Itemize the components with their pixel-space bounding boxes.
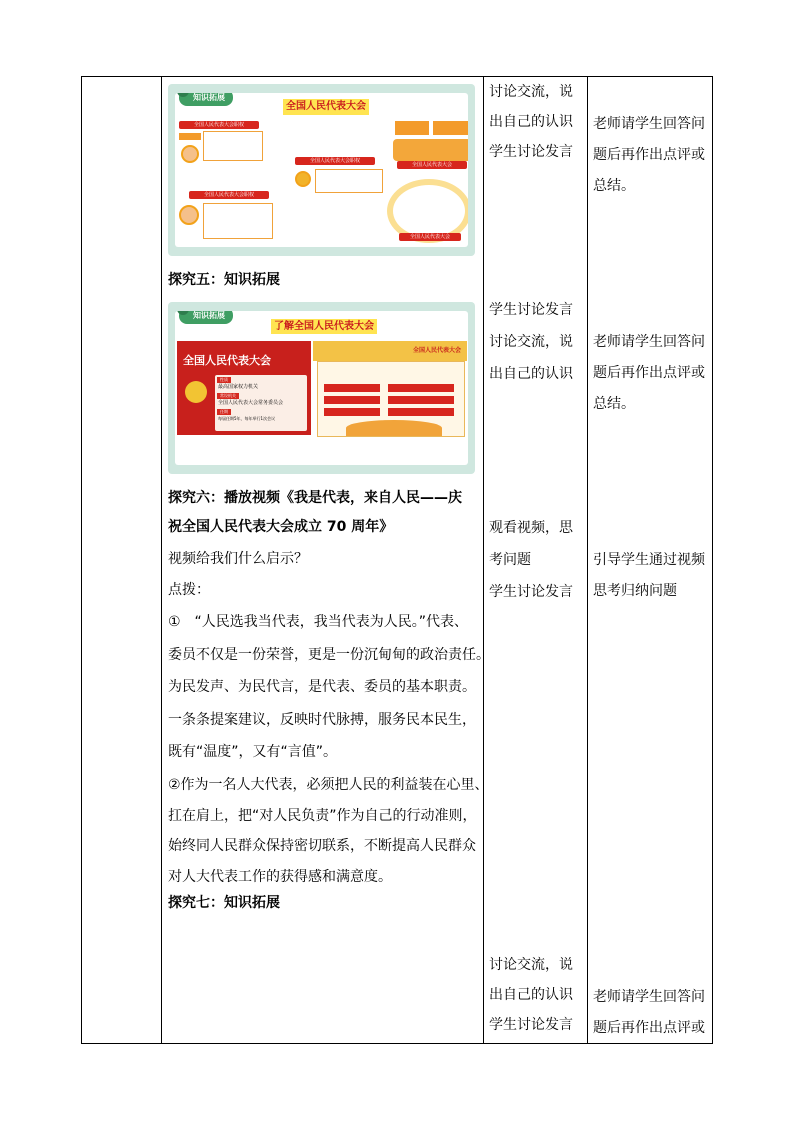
explore6-heading-line2: 祝全国人民代表大会成立 70 周年》 <box>168 519 394 535</box>
paragraph-line: 为民发声、为民代言，是代表、委员的基本职责。 <box>168 679 476 695</box>
student-activity-line: 出自己的认识 <box>489 114 573 130</box>
student-activity-line: 出自己的认识 <box>489 987 573 1003</box>
teacher-activity-line: 总结。 <box>593 178 635 194</box>
paragraph-line: 始终同人民群众保持密切联系，不断提高人民群众 <box>168 838 476 854</box>
slide-title: 全国人民代表大会 <box>283 99 369 115</box>
student-activity-line: 学生讨论发言 <box>489 144 573 160</box>
info-label-3: 任期 <box>217 409 231 415</box>
paragraph-line: ②作为一名人大代表，必须把人民的利益装在心里、 <box>168 777 489 793</box>
slide-image-npc-overview <box>168 302 475 474</box>
slide-image-npc-powers <box>168 84 475 256</box>
book-banner-label: 全国人民代表大会 <box>412 347 461 354</box>
column-divider-2 <box>483 77 484 1043</box>
mid-notes <box>315 169 383 193</box>
book-item-6 <box>388 408 454 416</box>
info-value-1: 最高国家权力机关 <box>218 384 259 390</box>
person-icon <box>179 205 199 225</box>
student-activity-line: 讨论交流，说 <box>489 84 573 100</box>
student-activity-line: 考问题 <box>489 552 531 568</box>
teacher-activity-line: 老师请学生回答问 <box>593 334 705 350</box>
bottom-notes <box>203 203 273 239</box>
knowledge-tag: 知识拓展 <box>179 93 233 106</box>
column-divider-1 <box>161 77 162 1043</box>
student-activity-line: 讨论交流，说 <box>489 957 573 973</box>
hint-label: 点拨： <box>168 582 210 598</box>
book-item-2 <box>388 384 454 392</box>
teacher-activity-line: 老师请学生回答问 <box>593 989 705 1005</box>
book-item-5 <box>324 408 380 416</box>
book-item-3 <box>324 396 380 404</box>
explore5-heading: 探究五：知识拓展 <box>168 272 280 288</box>
book-item-1 <box>324 384 380 392</box>
left-header: 全国人民代表大会职权 <box>179 121 259 129</box>
paragraph-line: 扛在肩上，把“对人民负责”作为自己的行动准则， <box>168 807 477 824</box>
teacher-activity-line: 题后再作出点评或 <box>593 1020 705 1036</box>
question-text: 视频给我们什么启示？ <box>168 551 308 567</box>
student-activity-line: 讨论交流，说 <box>489 334 573 350</box>
right-label-2: 全国人民代表大会 <box>399 233 461 241</box>
explore6-heading-line1: 探究六：播放视频《我是代表，来自人民——庆 <box>168 490 462 506</box>
right-label: 全国人民代表大会 <box>397 161 467 169</box>
paragraph-line: 既有“温度”，又有“言值”。 <box>168 744 338 760</box>
student-activity-line: 学生讨论发言 <box>489 584 573 600</box>
paragraph-line: 对人大代表工作的获得感和满意度。 <box>168 868 392 885</box>
teacher-activity-line: 题后再作出点评或 <box>593 147 705 163</box>
knowledge-tag-2: 知识拓展 <box>179 311 233 324</box>
open-book-illustration <box>317 361 465 437</box>
info-value-3: 每届任期5年，每年举行1次会议 <box>218 416 276 421</box>
student-activity-line: 学生讨论发言 <box>489 1017 573 1033</box>
teacher-activity-line: 思考归纳问题 <box>593 583 677 599</box>
column-divider-3 <box>587 77 588 1043</box>
mid-header: 全国人民代表大会职权 <box>295 157 375 165</box>
slide-canvas-2 <box>175 311 468 465</box>
audience-illustration <box>346 420 442 436</box>
explore7-heading: 探究七：知识拓展 <box>168 895 280 911</box>
medal-icon <box>295 171 311 187</box>
left-notes <box>203 131 263 161</box>
npc-panel-title: 全国人民代表大会 <box>183 354 271 367</box>
student-activity-line: 学生讨论发言 <box>489 302 573 318</box>
book-item-4 <box>388 396 454 404</box>
npc-info-card <box>215 375 307 431</box>
teacher-activity-line: 引导学生通过视频 <box>593 552 705 568</box>
npc-red-panel <box>177 341 311 435</box>
student-activity-line: 观看视频，思 <box>489 520 573 536</box>
right-box-2 <box>433 121 468 135</box>
paragraph-line: 委员不仅是一份荣誉，更是一份沉甸甸的政治责任。 <box>168 646 490 663</box>
tag-circle-icon-2 <box>177 311 189 315</box>
bottom-header: 全国人民代表大会职权 <box>189 191 269 199</box>
info-label-1: 性质 <box>217 377 231 383</box>
teacher-activity-line: 题后再作出点评或 <box>593 365 705 381</box>
teacher-activity-line: 老师请学生回答问 <box>593 116 705 132</box>
slide2-title: 了解全国人民代表大会 <box>271 319 377 334</box>
tag-circle-icon <box>177 93 189 97</box>
teacher-activity-line: 总结。 <box>593 396 635 412</box>
book-banner <box>313 341 467 361</box>
paragraph-line: ① “人民选我当代表，我当代表为人民。”代表、 <box>168 614 469 630</box>
badge-icon <box>181 145 199 163</box>
paragraph-line: 一条条提案建议，反映时代脉搏，服务民本民生， <box>168 711 476 728</box>
national-emblem-icon <box>185 381 207 403</box>
left-label <box>179 133 201 140</box>
student-activity-line: 出自己的认识 <box>489 366 573 382</box>
slide-canvas <box>175 93 468 247</box>
info-label-2: 常设机关 <box>217 393 239 399</box>
info-value-2: 全国人民代表大会常务委员会 <box>218 400 284 406</box>
delegates-illustration <box>393 139 468 161</box>
right-box-1 <box>395 121 429 135</box>
